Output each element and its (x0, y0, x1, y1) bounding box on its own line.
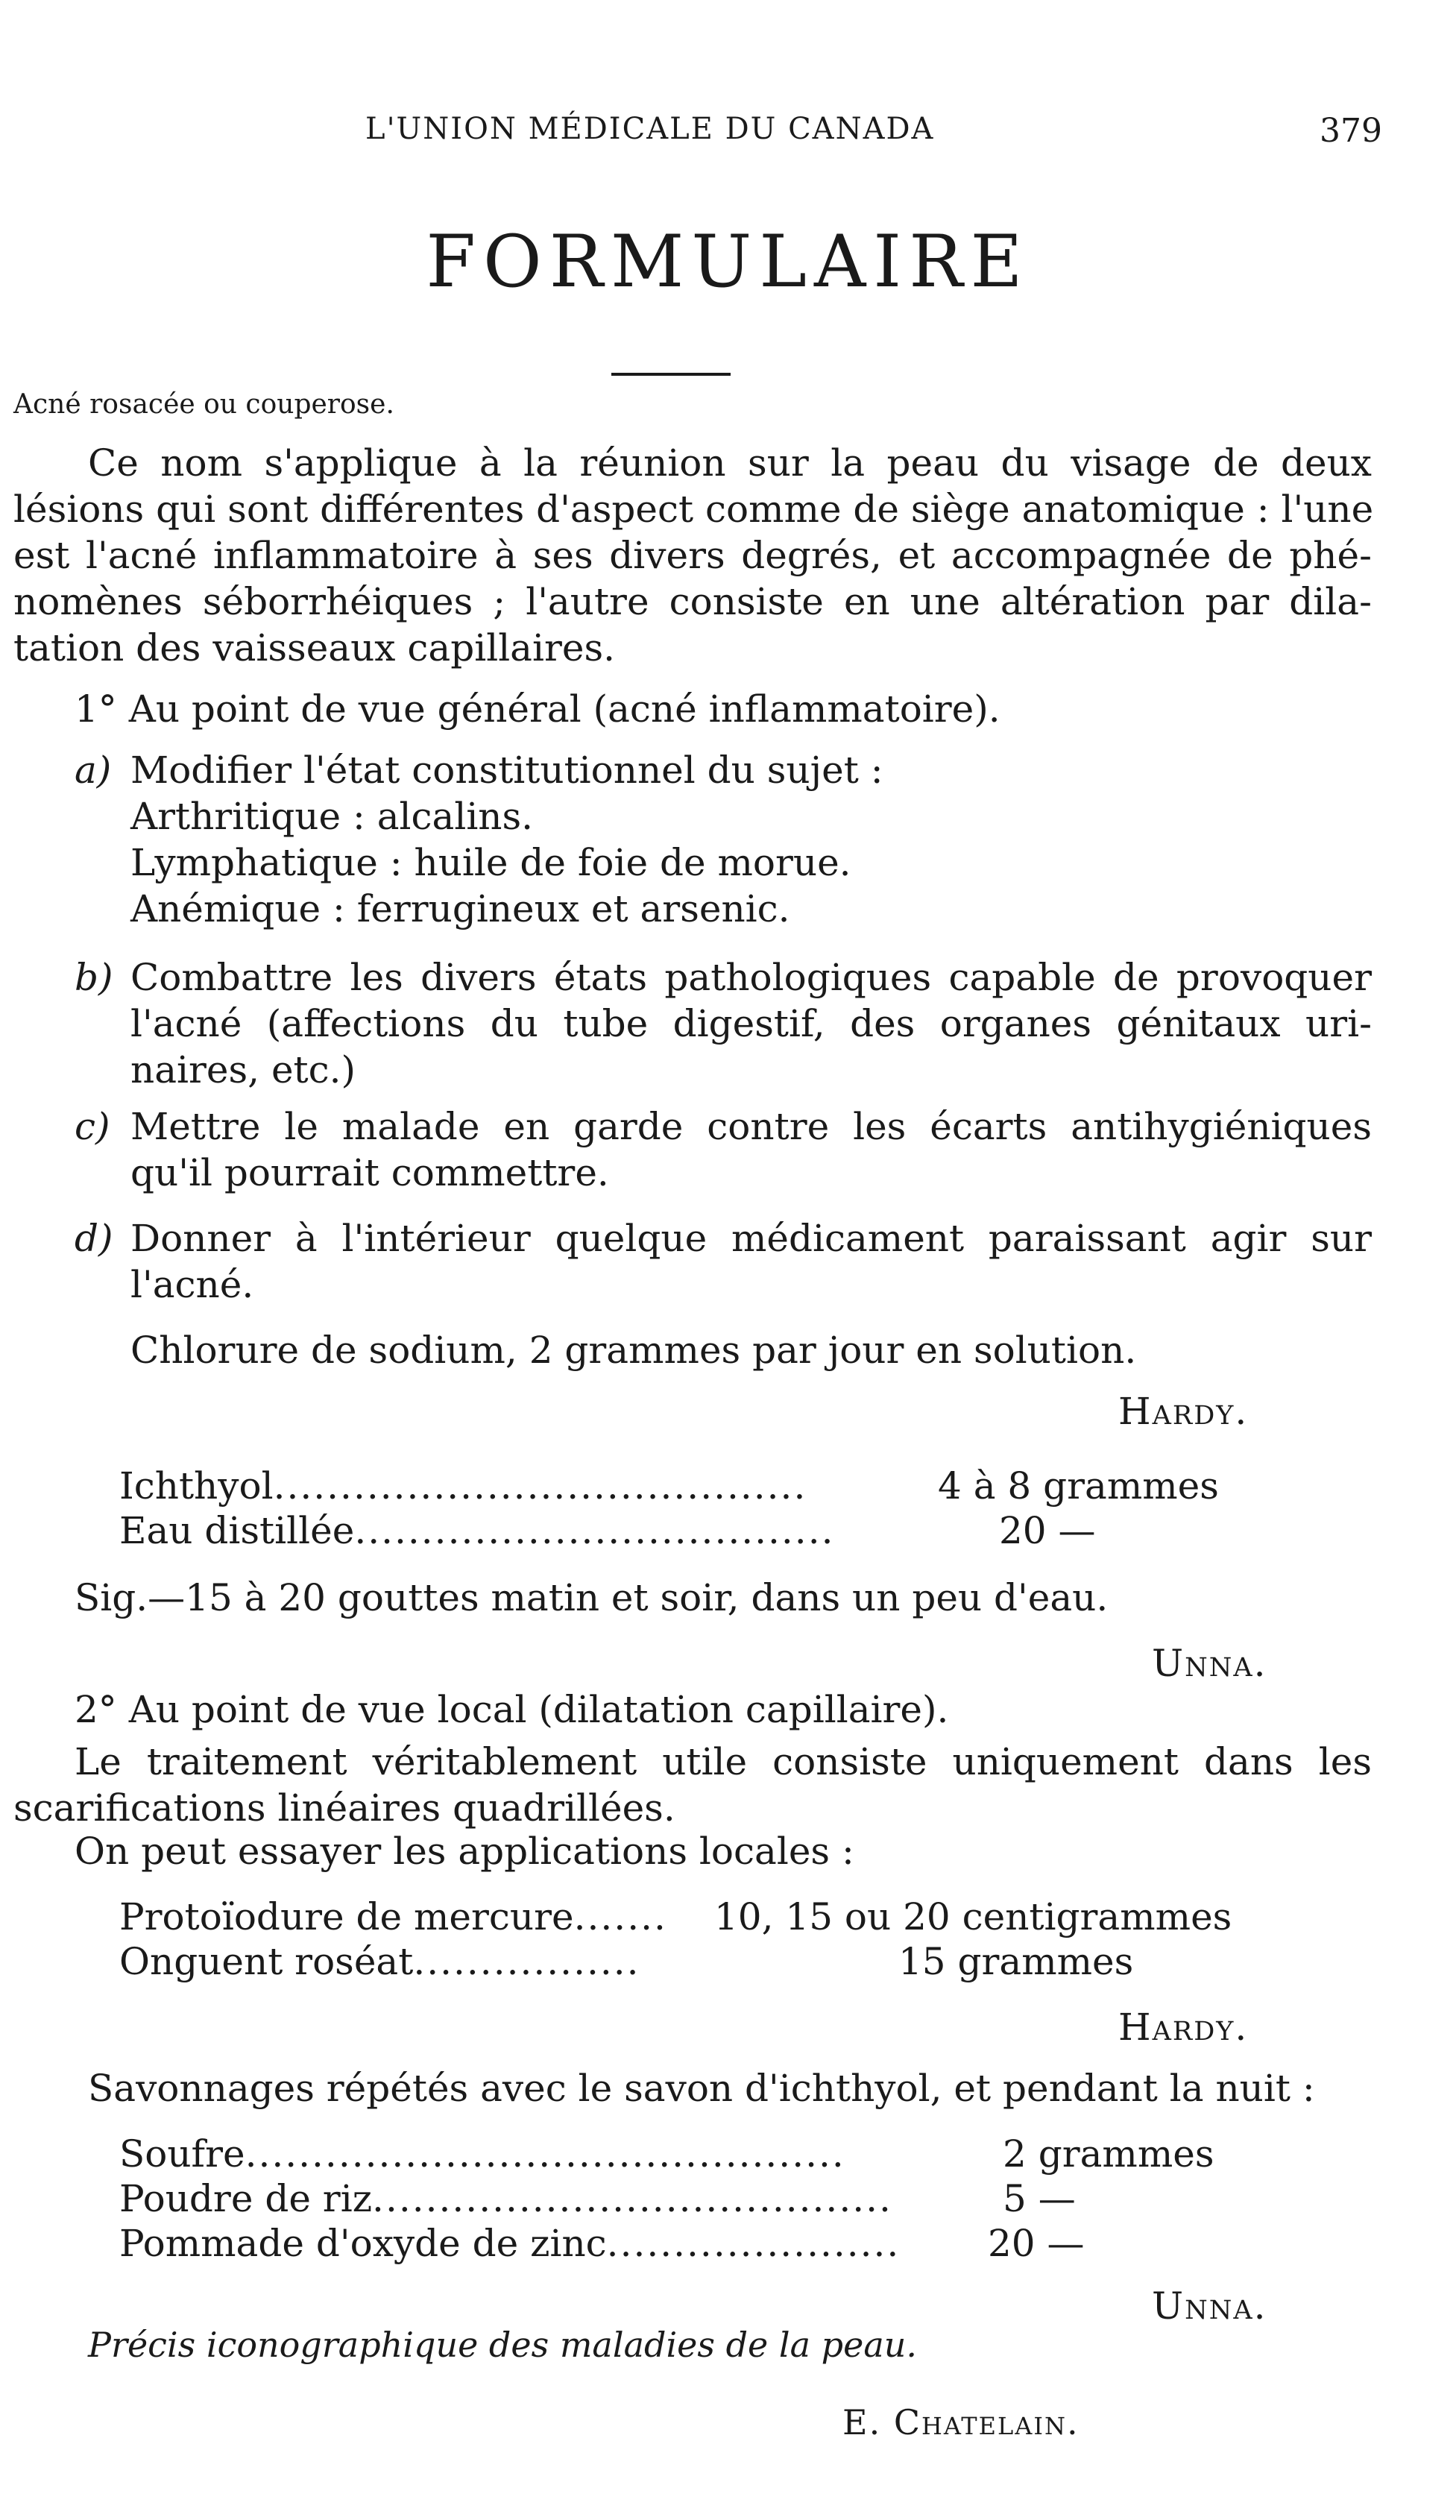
recipe-1-dots: ........................................ (273, 1464, 807, 1508)
item-b-letter: b) (75, 956, 113, 999)
recipe-2-dots: ....... (573, 1895, 667, 1938)
item-b-line: naires, etc.) (130, 1048, 356, 1092)
traitement-line: Le traitement véritablement utile consiste uniquement dans les (75, 1740, 1372, 1783)
item-a-line: Lymphatique : huile de foie de morue. (130, 841, 851, 884)
recipe-1-row (119, 1508, 834, 1554)
item-a-line: Arthritique : alcalins. (130, 795, 534, 838)
recipe-1-name: Ichthyol (119, 1464, 274, 1508)
item-b-line: l'acné (affections du tube digestif, des organes génitaux uri- (130, 1002, 1372, 1045)
author-unna-1: Unna. (1152, 1642, 1267, 1685)
item-a-line: Anémique : ferrugineux et arsenic. (130, 887, 790, 930)
recipe-2-qty: 10, 15 ou 20 centigrammes (714, 1895, 1232, 1938)
recipe-1-qty: 4 à 8 grammes (938, 1464, 1219, 1508)
sig-line: Sig.—15 à 20 gouttes matin et soir, dans un peu d'eau. (75, 1576, 1109, 1619)
recipe-3-qty: 2 grammes (1003, 2132, 1214, 2176)
recipe-3-name: Pommade d'oxyde de zinc (119, 2222, 607, 2265)
recipe-2-dots: ................. (413, 1940, 640, 1983)
section-heading: Acné rosacée ou couperose. (13, 389, 394, 420)
recipe-2-row (119, 1894, 667, 1940)
recipe-3-dots: ............................................. (245, 2132, 845, 2176)
essayer-line: On peut essayer les applications locales : (75, 1830, 854, 1873)
recipe-2-name: Onguent roséat (119, 1940, 414, 1983)
item-d-line: l'acné. (130, 1263, 254, 1306)
point-2-heading: 2° Au point de vue local (dilatation capillaire). (75, 1688, 949, 1731)
title-rule (611, 373, 731, 376)
recipe-1-row (119, 1463, 807, 1509)
recipe-3-row (119, 2176, 892, 2222)
recipe-2-row (119, 1938, 640, 1985)
item-c-text (130, 1103, 1372, 1196)
author-unna-2: Unna. (1152, 2284, 1267, 2328)
intro-paragraph (13, 440, 1372, 671)
item-c-line: qu'il pourrait commettre. (130, 1151, 609, 1194)
item-d-line: Donner à l'intérieur quelque médicament paraissant agir sur (130, 1217, 1372, 1260)
recipe-3-row (119, 2131, 845, 2177)
traitement-paragraph (13, 1739, 1372, 1831)
running-title: L'UNION MÉDICALE DU CANADA (365, 112, 935, 146)
final-author: E. Chatelain. (842, 2402, 1080, 2442)
citation: Précis iconographique des maladies de la peau. (88, 2325, 917, 2365)
recipe-2-name: Protoïodure de mercure (119, 1895, 574, 1938)
recipe-2-qty: 15 grammes (898, 1940, 1134, 1983)
item-d-text (130, 1215, 1372, 1308)
recipe-3-name: Poudre de riz (119, 2177, 373, 2220)
recipe-3-row (119, 2220, 900, 2267)
chlorure-line: Chlorure de sodium, 2 grammes par jour en solution. (130, 1329, 1137, 1372)
traitement-line: scarifications linéaires quadrillées. (13, 1786, 675, 1830)
item-a-letter: a) (75, 749, 112, 792)
item-a-text (130, 747, 883, 932)
item-b-line: Combattre les divers états pathologiques capable de provoquer (130, 956, 1372, 999)
recipe-3-qty: 20 — (988, 2222, 1085, 2265)
page-number: 379 (1320, 112, 1382, 150)
item-a-line: Modifier l'état constitutionnel du sujet : (130, 749, 883, 792)
recipe-1-qty: 20 — (999, 1509, 1096, 1552)
recipe-3-dots: ....................................... (372, 2177, 892, 2220)
intro-line: nomènes séborrhéiques ; l'autre consiste en une altération par dila- (13, 580, 1372, 623)
savonnages-line: Savonnages répétés avec le savon d'ichthyol, et pendant la nuit : (88, 2067, 1315, 2110)
item-b-text (130, 954, 1372, 1093)
author-hardy-1: Hardy. (1118, 1390, 1249, 1433)
page-title: FORMULAIRE (426, 220, 1030, 303)
item-d-letter: d) (75, 1217, 113, 1260)
point-1-heading: 1° Au point de vue général (acné inflammatoire). (75, 687, 1000, 731)
recipe-1-dots: .................................... (354, 1509, 835, 1552)
intro-line: est l'acné inflammatoire à ses divers degrés, et accompagnée de phé- (13, 534, 1372, 577)
author-hardy-2: Hardy. (1118, 2006, 1249, 2049)
item-c-letter: c) (75, 1105, 110, 1148)
intro-line: tation des vaisseaux capillaires. (13, 626, 616, 670)
item-c-line: Mettre le malade en garde contre les écarts antihygiéniques (130, 1105, 1372, 1148)
recipe-3-name: Soufre (119, 2132, 245, 2176)
recipe-3-dots: ...................... (606, 2222, 901, 2265)
intro-line: Ce nom s'applique à la réunion sur la peau du visage de deux (88, 441, 1372, 485)
recipe-3-qty: 5 — (1003, 2177, 1076, 2220)
recipe-1-name: Eau distillée (119, 1509, 355, 1552)
intro-line: lésions qui sont différentes d'aspect comme de siège anatomique : l'une (13, 488, 1374, 531)
